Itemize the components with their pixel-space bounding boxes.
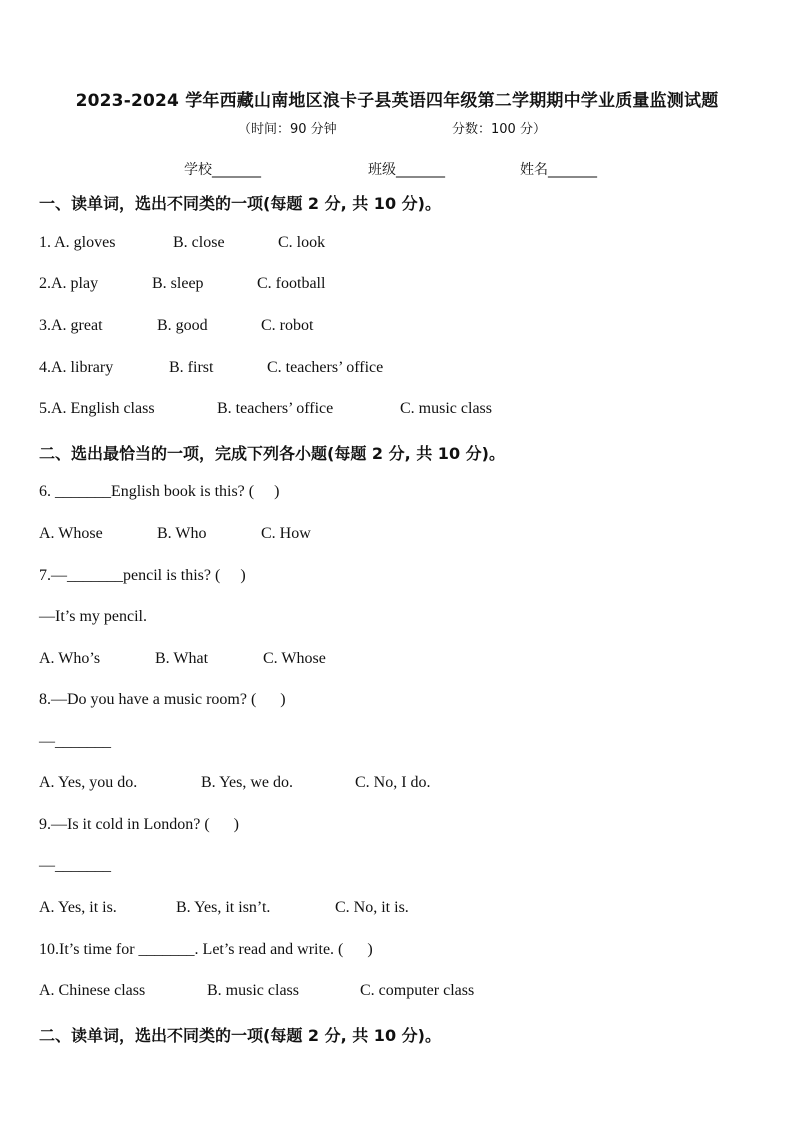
q7-option-a[interactable]: A. Who’s <box>39 650 101 667</box>
q6-option-b[interactable]: B. Who <box>157 525 207 542</box>
q10-stem: 10.It’s time for _______. Let’s read and write. ( ) <box>39 941 373 958</box>
q7-option-c[interactable]: C. Whose <box>263 650 326 667</box>
q9-stem: 9.—Is it cold in London? ( ) <box>39 816 239 833</box>
q4-option-b[interactable]: B. first <box>169 359 214 376</box>
q4-option-a[interactable]: 4.A. library <box>39 359 114 376</box>
q10-option-a[interactable]: A. Chinese class <box>39 982 146 999</box>
q3-option-b[interactable]: B. good <box>157 317 208 334</box>
q6-option-a[interactable]: A. Whose <box>39 525 103 542</box>
q4-option-c[interactable]: C. teachers’ office <box>267 359 384 376</box>
q8-option-b[interactable]: B. Yes, we do. <box>201 774 294 791</box>
q1-option-c[interactable]: C. look <box>278 234 326 251</box>
q5-option-b[interactable]: B. teachers’ office <box>217 400 334 417</box>
class-field[interactable]: 班级_______ <box>368 162 445 178</box>
q3-option-c[interactable]: C. robot <box>261 317 314 334</box>
q2-option-a[interactable]: 2.A. play <box>39 275 99 292</box>
q9-option-a[interactable]: A. Yes, it is. <box>39 899 117 916</box>
q6-stem: 6. _______English book is this? ( ) <box>39 483 280 500</box>
q3-option-a[interactable]: 3.A. great <box>39 317 103 334</box>
section-heading: 二、选出最恰当的一项，完成下列各小题(每题 2 分, 共 10 分)。 <box>39 444 505 463</box>
q2-option-b[interactable]: B. sleep <box>152 275 204 292</box>
school-field[interactable]: 学校_______ <box>184 162 261 178</box>
q8-reply: —_______ <box>39 733 111 750</box>
page-title: 2023-2024 学年西藏山南地区浪卡子县英语四年级第二学期期中学业质量监测试题 <box>75 91 719 111</box>
section-heading: 一、读单词，选出不同类的一项(每题 2 分, 共 10 分)。 <box>39 194 441 213</box>
time-label: （时间：90 分钟 <box>238 122 337 137</box>
section-heading: 二、读单词，选出不同类的一项(每题 2 分, 共 10 分)。 <box>39 1026 441 1045</box>
q6-option-c[interactable]: C. How <box>261 525 311 542</box>
q5-option-a[interactable]: 5.A. English class <box>39 400 155 417</box>
q1-option-a[interactable]: 1. A. gloves <box>39 234 116 251</box>
q9-reply: —_______ <box>39 857 111 874</box>
q8-option-c[interactable]: C. No, I do. <box>355 774 431 791</box>
q7-stem: 7.—_______pencil is this? ( ) <box>39 567 246 584</box>
q5-option-c[interactable]: C. music class <box>400 400 492 417</box>
q1-option-b[interactable]: B. close <box>173 234 225 251</box>
q8-stem: 8.—Do you have a music room? ( ) <box>39 691 286 708</box>
q7-option-b[interactable]: B. What <box>155 650 209 667</box>
q2-option-c[interactable]: C. football <box>257 275 326 292</box>
score-label: 分数：100 分） <box>452 122 546 137</box>
name-field[interactable]: 姓名_______ <box>520 162 597 178</box>
q9-option-c[interactable]: C. No, it is. <box>335 899 409 916</box>
q8-option-a[interactable]: A. Yes, you do. <box>39 774 138 791</box>
q9-option-b[interactable]: B. Yes, it isn’t. <box>176 899 271 916</box>
q10-option-b[interactable]: B. music class <box>207 982 299 999</box>
q10-option-c[interactable]: C. computer class <box>360 982 475 999</box>
q7-reply: —It’s my pencil. <box>39 608 147 625</box>
